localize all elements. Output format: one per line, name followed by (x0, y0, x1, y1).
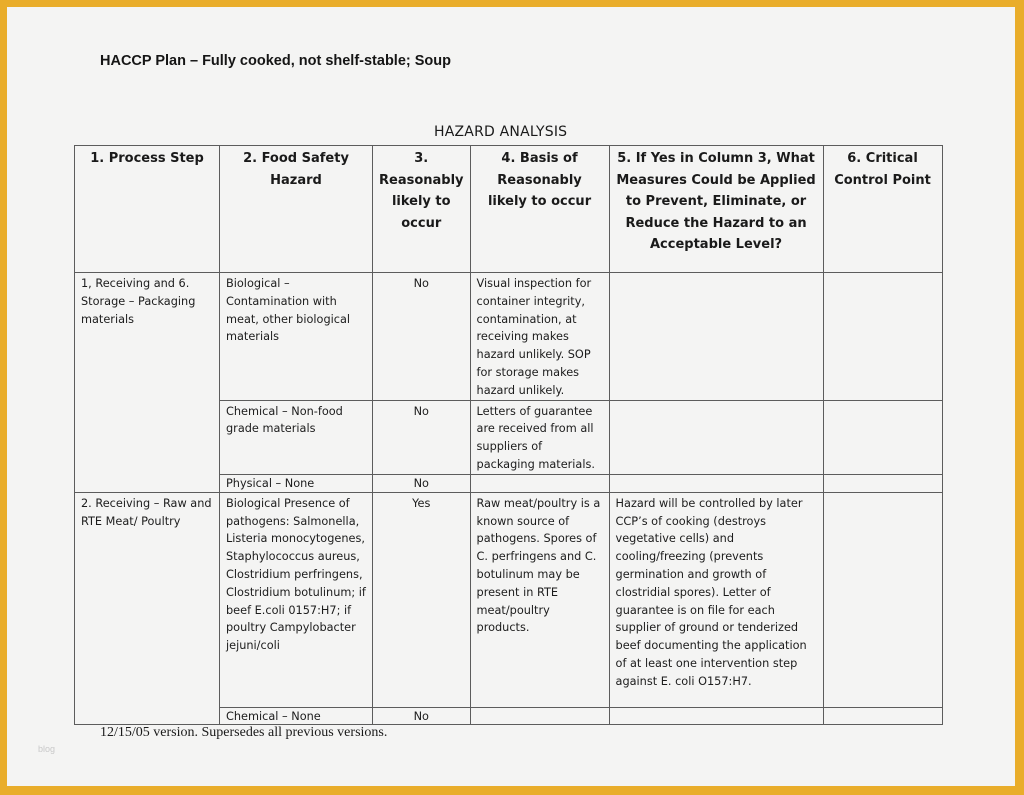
frame-border-top (0, 0, 1024, 7)
frame-border-left (0, 0, 7, 795)
header-food-safety-hazard: 2. Food Safety Hazard (220, 146, 373, 273)
watermark: blog (38, 744, 56, 754)
table-header-row (75, 146, 943, 273)
frame-border-bottom (0, 786, 1024, 795)
hazard-cell: Physical – None (220, 474, 373, 492)
hazard-analysis-table (74, 145, 943, 725)
process-step-cell: 2. Receiving – Raw and RTE Meat/ Poultry (75, 492, 220, 724)
ccp-cell (823, 273, 942, 401)
ccp-cell (823, 492, 942, 707)
measures-cell (609, 474, 823, 492)
basis-cell (470, 474, 609, 492)
likely-cell: No (373, 273, 471, 401)
header-basis: 4. Basis of Reasonably likely to occur (470, 146, 609, 273)
likely-cell: Yes (373, 492, 471, 707)
hazard-cell: Chemical – None (220, 707, 373, 724)
basis-cell (470, 707, 609, 724)
header-critical-control-point: 6. Critical Control Point (823, 146, 942, 273)
ccp-cell (823, 707, 942, 724)
hazard-cell: Biological Presence of pathogens: Salmonella, Listeria monocytogenes, Staphylococcus aureus, Clostridium perfringens, Clostridium botulinum; if beef E.coli 0157:H7; if poultry Campylobacter jejuni/coli (220, 492, 373, 707)
table-row (75, 273, 943, 401)
measures-cell (609, 273, 823, 401)
hazard-cell: Chemical – Non-food grade materials (220, 400, 373, 474)
basis-cell: Letters of guarantee are received from all suppliers of packaging materials. (470, 400, 609, 474)
basis-cell: Raw meat/poultry is a known source of pathogens. Spores of C. perfringens and C. botulinum may be present in RTE meat/poultry products. (470, 492, 609, 707)
header-measures: 5. If Yes in Column 3, What Measures Could be Applied to Prevent, Eliminate, or Reduce the Hazard to an Acceptable Level? (609, 146, 823, 273)
ccp-cell (823, 400, 942, 474)
document-title: HACCP Plan – Fully cooked, not shelf-stable; Soup (100, 53, 452, 69)
header-reasonably-likely: 3. Reasonably likely to occur (373, 146, 471, 273)
measures-cell: Hazard will be controlled by later CCP’s of cooking (destroys vegetative cells) and cooling/freezing (prevents germination and growth of clostridial spores). Letter of guarantee is on file for each supplier of ground or tenderized beef documenting the application of at least one intervention step against E. coli O157:H7. (609, 492, 823, 707)
table-row (75, 492, 943, 707)
measures-cell (609, 400, 823, 474)
frame-border-right (1015, 0, 1024, 795)
section-title: HAZARD ANALYSIS (434, 124, 568, 140)
header-process-step: 1. Process Step (75, 146, 220, 273)
likely-cell: No (373, 474, 471, 492)
measures-cell (609, 707, 823, 724)
version-footer: 12/15/05 version. Supersedes all previous versions. (100, 725, 388, 740)
ccp-cell (823, 474, 942, 492)
process-step-cell: 1, Receiving and 6. Storage – Packaging materials (75, 273, 220, 493)
hazard-cell: Biological – Contamination with meat, other biological materials (220, 273, 373, 401)
likely-cell: No (373, 400, 471, 474)
basis-cell: Visual inspection for container integrity, contamination, at receiving makes hazard unlikely. SOP for storage makes hazard unlikely. (470, 273, 609, 401)
likely-cell: No (373, 707, 471, 724)
